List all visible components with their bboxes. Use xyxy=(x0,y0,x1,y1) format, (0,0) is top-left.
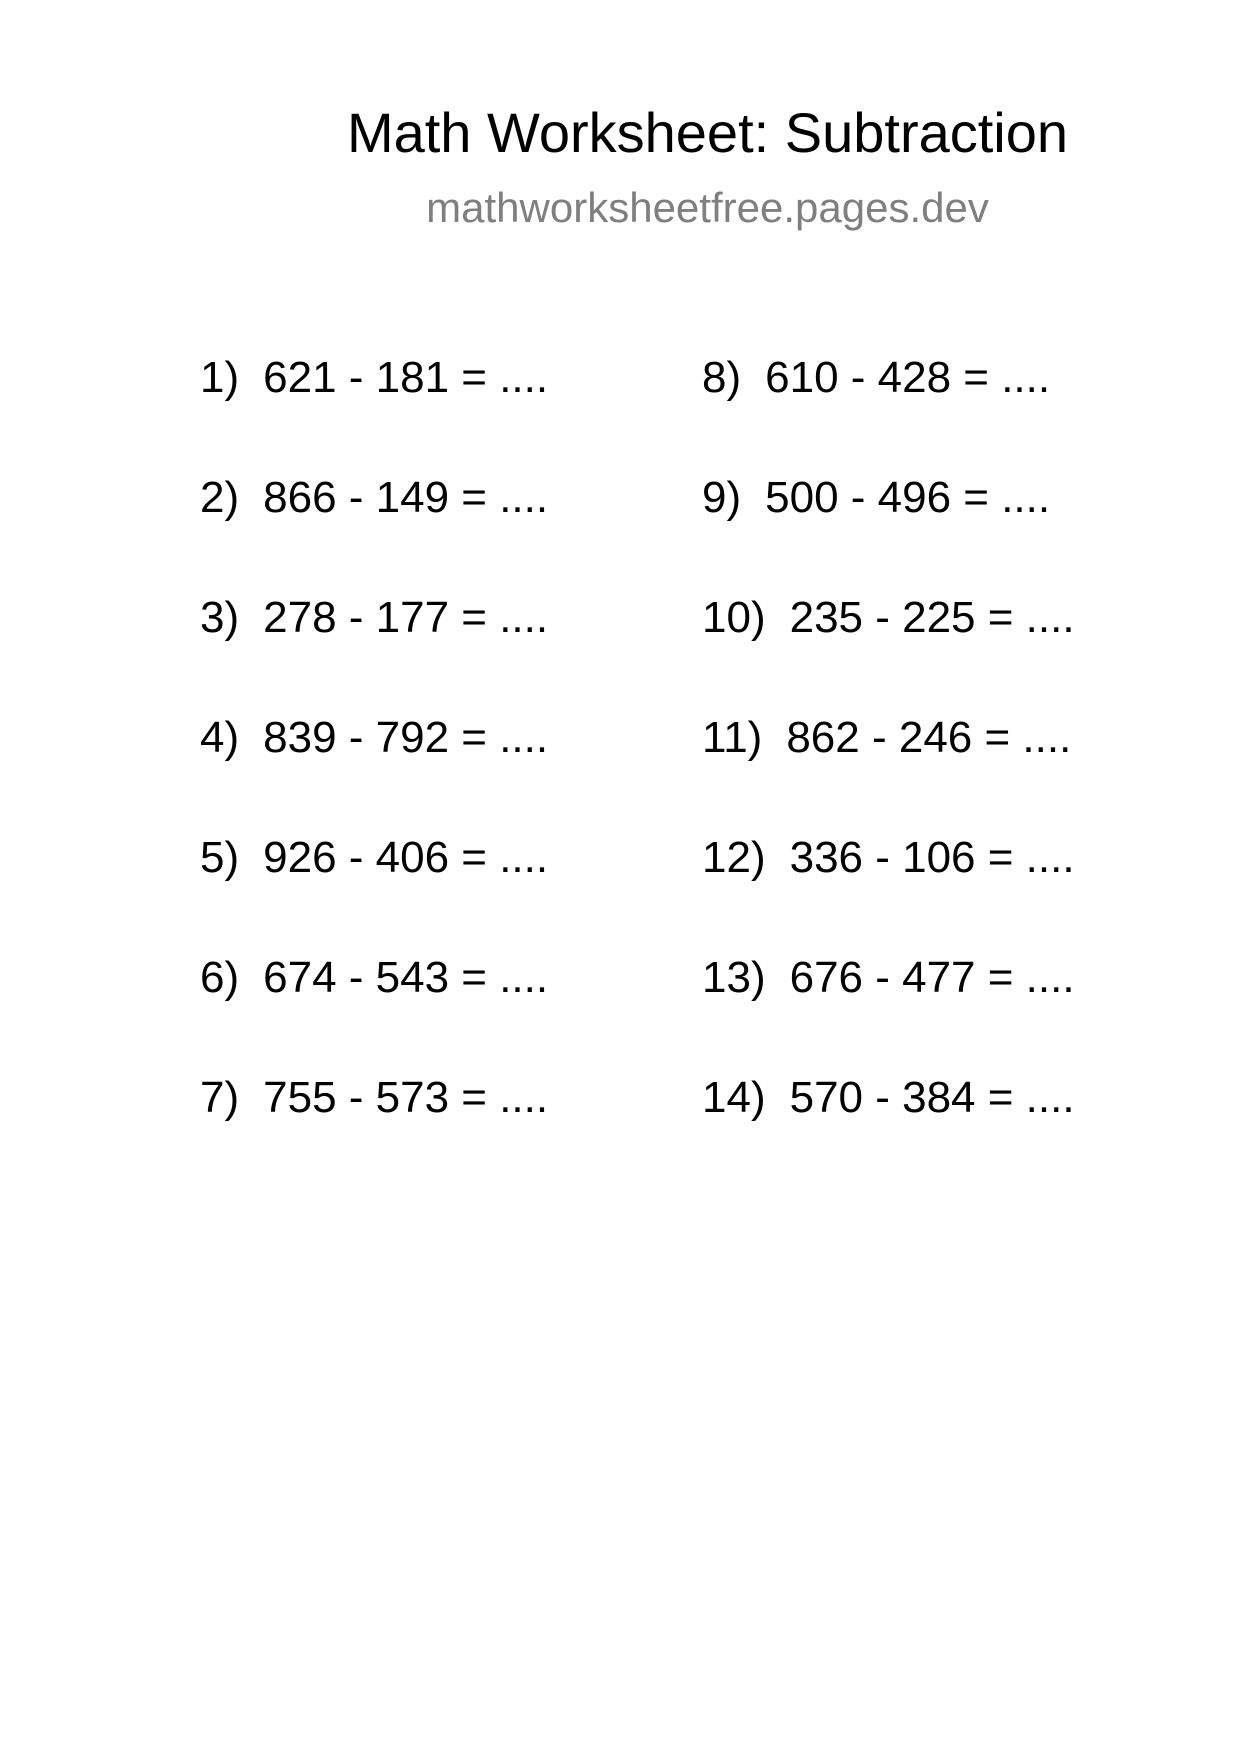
problem-item xyxy=(702,588,1075,708)
problem-expression: 839 - 792 = .... xyxy=(263,713,549,762)
problem-number: 9) xyxy=(702,473,742,522)
problem-number: 4) xyxy=(200,713,240,762)
problem-column-right xyxy=(702,348,1075,1188)
problem-item xyxy=(702,708,1075,828)
problem-item xyxy=(200,1068,548,1188)
problem-item xyxy=(200,468,548,588)
problem-number: 1) xyxy=(200,353,240,402)
problem-expression: 926 - 406 = .... xyxy=(263,833,549,882)
problem-item xyxy=(200,348,548,468)
problem-number: 5) xyxy=(200,833,240,882)
problem-item xyxy=(702,468,1075,588)
problem-expression: 235 - 225 = .... xyxy=(789,593,1075,642)
problem-expression: 866 - 149 = .... xyxy=(263,473,549,522)
problem-number: 10) xyxy=(702,593,766,642)
problem-expression: 570 - 384 = .... xyxy=(789,1073,1075,1122)
problem-number: 8) xyxy=(702,353,742,402)
problem-item xyxy=(200,588,548,708)
problem-number: 14) xyxy=(702,1073,766,1122)
problem-item xyxy=(702,1068,1075,1188)
website-url: mathworksheetfree.pages.dev xyxy=(426,184,989,231)
problem-column-left xyxy=(200,348,548,1188)
problem-item xyxy=(702,828,1075,948)
problem-expression: 862 - 246 = .... xyxy=(786,713,1072,762)
problem-item xyxy=(200,708,548,828)
problem-expression: 336 - 106 = .... xyxy=(789,833,1075,882)
problem-expression: 621 - 181 = .... xyxy=(263,353,549,402)
problem-item xyxy=(200,948,548,1068)
problem-expression: 500 - 496 = .... xyxy=(765,473,1051,522)
problem-item xyxy=(200,828,548,948)
problem-number: 13) xyxy=(702,953,766,1002)
page-title: Math Worksheet: Subtraction xyxy=(346,101,1069,164)
problem-expression: 676 - 477 = .... xyxy=(789,953,1075,1002)
problem-expression: 278 - 177 = .... xyxy=(263,593,549,642)
problem-number: 12) xyxy=(702,833,766,882)
problem-expression: 755 - 573 = .... xyxy=(263,1073,549,1122)
problem-item xyxy=(702,348,1075,468)
problem-number: 6) xyxy=(200,953,240,1002)
problem-number: 2) xyxy=(200,473,240,522)
problem-number: 3) xyxy=(200,593,240,642)
problem-item xyxy=(702,948,1075,1068)
problem-number: 11) xyxy=(702,713,763,762)
problem-expression: 610 - 428 = .... xyxy=(765,353,1051,402)
problem-expression: 674 - 543 = .... xyxy=(263,953,549,1002)
problem-number: 7) xyxy=(200,1073,240,1122)
